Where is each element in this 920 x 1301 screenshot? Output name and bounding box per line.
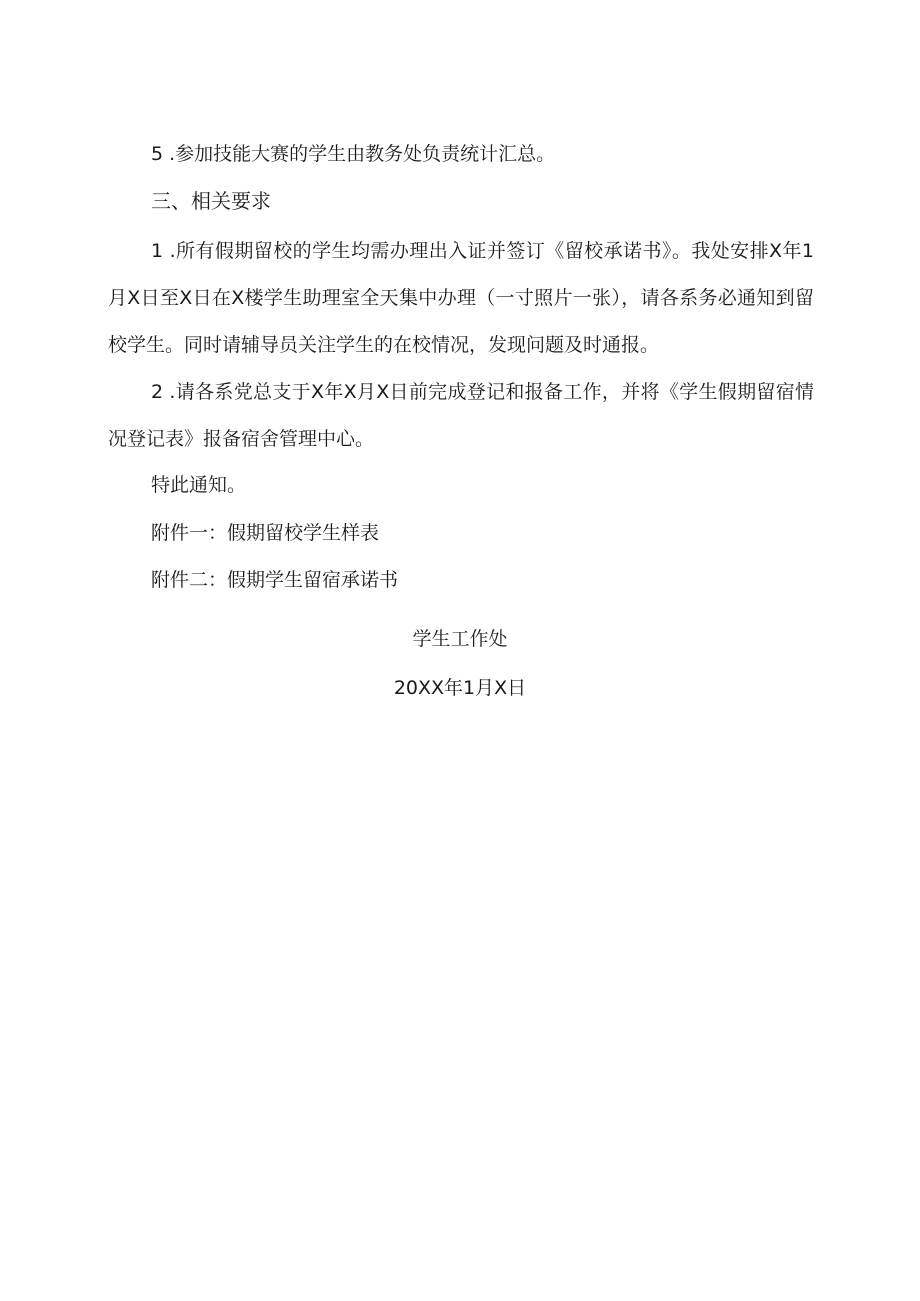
issuer-signature: 学生工作处	[412, 628, 508, 650]
notice-closing: 特此通知。	[151, 474, 247, 496]
issue-date: 20XX年1月X日	[393, 677, 527, 699]
requirement-1-paragraph: 1 .所有假期留校的学生均需办理出入证并签订《留校承诺书》。我处安排X年1月X日至X日在X楼学生助理室全天集中办理（一寸照片一张），请各系务必通知到留校学生。同时请辅导员关注学生的在校情况，发现问题及时通报。	[108, 240, 814, 356]
requirement-2-paragraph: 2 .请各系党总支于X年X月X日前完成登记和报备工作，并将《学生假期留宿情况登记表》报备宿舍管理中心。	[108, 381, 814, 450]
item-5-text: 5 .参加技能大赛的学生由教务处负责统计汇总。	[151, 143, 556, 165]
section-heading: 三、相关要求	[151, 189, 271, 213]
attachment-2-text: 附件二：假期学生留宿承诺书	[151, 569, 399, 591]
attachment-1-text: 附件一：假期留校学生样表	[151, 522, 380, 544]
